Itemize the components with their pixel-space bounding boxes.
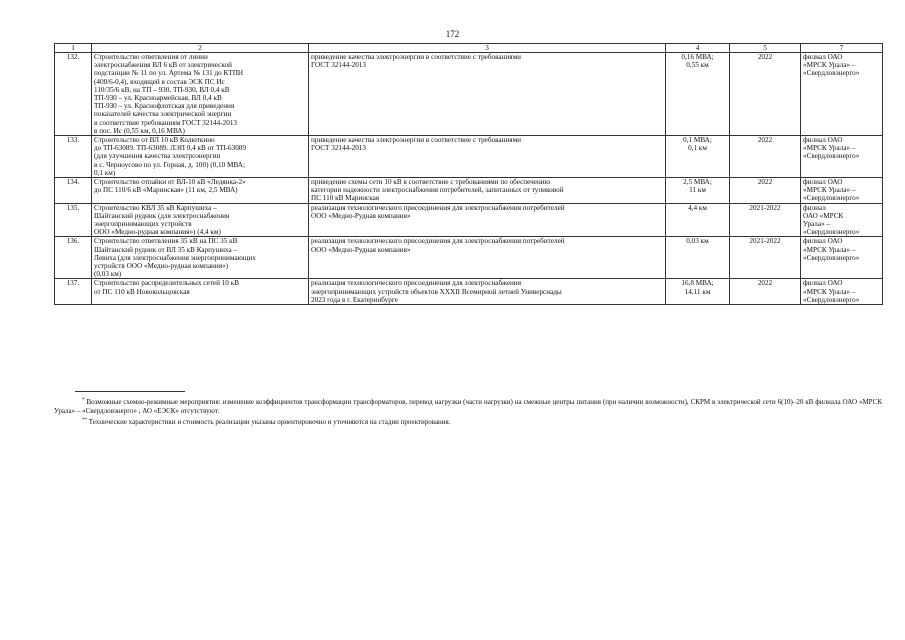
footnotes (54, 396, 882, 427)
page-number: 172 (445, 29, 460, 39)
header-col-7: 7 (801, 44, 883, 53)
project-purpose: приведение схемы сети 10 кВ в соответствие с требованиями по обеспечению категории надежности электроснабжения потребителей, запитанных от тупиковой ПС 110 кВ Маринская (309, 178, 666, 204)
header-col-1: 1 (55, 44, 92, 53)
project-executor: филиал ОАО «МРСК Урала» – «Свердловэнерго» (801, 203, 883, 237)
project-name: Строительство от ВЛ 10 кВ Колюткино до ТП-63089. ТП-63089. ЛЭП 0,4 кВ от ТП-63089 (для улучшения качества электроэнергии в с. Черноусово по ул. Горная, д. 100) (0,10 МВА; 0,1 км) (92, 136, 309, 178)
project-name: Строительство отпайки от ВЛ-10 кВ «Ледянка-2» до ПС 110/6 кВ «Маринская» (11 км, 2,5 МВА) (92, 178, 309, 204)
project-volume: 16,8 МВА; 14,11 км (666, 279, 730, 305)
project-volume: 0,16 МВА; 0,55 км (666, 53, 730, 136)
footnote-1 (54, 396, 882, 416)
project-volume: 0,03 км (666, 237, 730, 279)
row-number: 134. (55, 178, 92, 204)
project-name: Строительство ответвления от линии электроснабжения ВЛ 6 кВ от электрической подстанции № 11 по ул. Артема № 131 до КТПН (400/6-0,4), входящей в состав ЭСК ПС Ис 110/35/6 кВ, на ТП – 930, ТП-930, ВЛ 0,4 кВ ТП-930 – ул. Красноармейская, ВЛ 0,4 кВ ТП-930 – ул. Краснофлотская для приведения показателей качества электрической энергии в соответствие требованиям ГОСТ 32144-2013 в пос. Ис (0,55 км, 0,16 МВА) (92, 53, 309, 136)
table-row (55, 279, 883, 305)
row-number: 132. (55, 53, 92, 136)
table-row (55, 136, 883, 178)
footnote-2-mark: ** (82, 418, 87, 423)
footnote-1-mark: * (82, 398, 85, 403)
project-year: 2022 (730, 178, 801, 204)
projects-table (54, 43, 883, 305)
project-year: 2022 (730, 136, 801, 178)
project-volume: 2,5 МВА; 11 км (666, 178, 730, 204)
footnote-divider (75, 391, 185, 392)
project-executor: филиал ОАО «МРСК Урала» – «Свердловэнерго» (801, 136, 883, 178)
project-name: Строительство КВЛ 35 кВ Карпушиха – Шайтанский рудник (для электроснабжения энергопринимающих устройств ООО «Медно-рудная компания») (4,4 км) (92, 203, 309, 237)
project-executor: филиал ОАО «МРСК Урала» – «Свердловэнерго» (801, 53, 883, 136)
project-volume: 0,1 МВА; 0,1 км (666, 136, 730, 178)
header-col-5: 5 (730, 44, 801, 53)
table-row (55, 53, 883, 136)
project-purpose: приведение качества электроэнергии в соответствие с требованиями ГОСТ 32144-2013 (309, 53, 666, 136)
table-row (55, 237, 883, 279)
project-year: 2022 (730, 279, 801, 305)
project-year: 2021-2022 (730, 237, 801, 279)
project-purpose: реализация технологического присоединения для электроснабжения потребителей ООО «Медно-Рудная компания» (309, 237, 666, 279)
project-name: Строительство распределительных сетей 10 кВ от ПС 110 кВ Новокольцовская (92, 279, 309, 305)
project-purpose: реализация технологического присоединения для электроснабжения энергопринимающих устройств объектов XXXII Всемирной летней Универсиады 2023 года в г. Екатеринбурге (309, 279, 666, 305)
project-purpose: реализация технологического присоединения для электроснабжения потребителей ООО «Медно-Рудная компания» (309, 203, 666, 237)
project-executor: филиал ОАО «МРСК Урала» – «Свердловэнерго» (801, 279, 883, 305)
footnote-2 (54, 416, 882, 427)
row-number: 135. (55, 203, 92, 237)
header-col-3: 3 (309, 44, 666, 53)
row-number: 137. (55, 279, 92, 305)
table-header-row (55, 44, 883, 53)
project-name: Строительство ответвления 35 кВ на ПС 35 кВ Шайтанский рудник от ВЛ 35 кВ Карпушиха – Левиха (для электроснабжения энергопринимающих устройств ООО «Медно-рудная компания») (0,03 км) (92, 237, 309, 279)
project-executor: филиал ОАО «МРСК Урала» – «Свердловэнерго» (801, 237, 883, 279)
project-year: 2022 (730, 53, 801, 136)
project-executor: филиал ОАО «МРСК Урала» – «Свердловэнерго» (801, 178, 883, 204)
table-row (55, 178, 883, 204)
header-col-4: 4 (666, 44, 730, 53)
row-number: 133. (55, 136, 92, 178)
project-purpose: приведение качества электроэнергии в соответствие с требованиями ГОСТ 32144-2013 (309, 136, 666, 178)
project-year: 2021-2022 (730, 203, 801, 237)
footnote-1-text: Возможные схемно-режимные мероприятия: изменение коэффициентов трансформации трансформаторов, перевод нагрузки (части нагрузки) на смежные центры питания (при наличии возможности), СКРМ в электрической сети 6(10)–20 кВ филиала ОАО «МРСК Урала» – «Свердловэнерго» , АО «ЕЭСК» отсутствуют. (54, 398, 882, 415)
header-col-2: 2 (92, 44, 309, 53)
footnote-2-text: Технические характеристики и стоимость реализации указаны ориентировочно и уточняются на стадии проектирования. (88, 418, 451, 426)
row-number: 136. (55, 237, 92, 279)
project-volume: 4,4 км (666, 203, 730, 237)
table-row (55, 203, 883, 237)
